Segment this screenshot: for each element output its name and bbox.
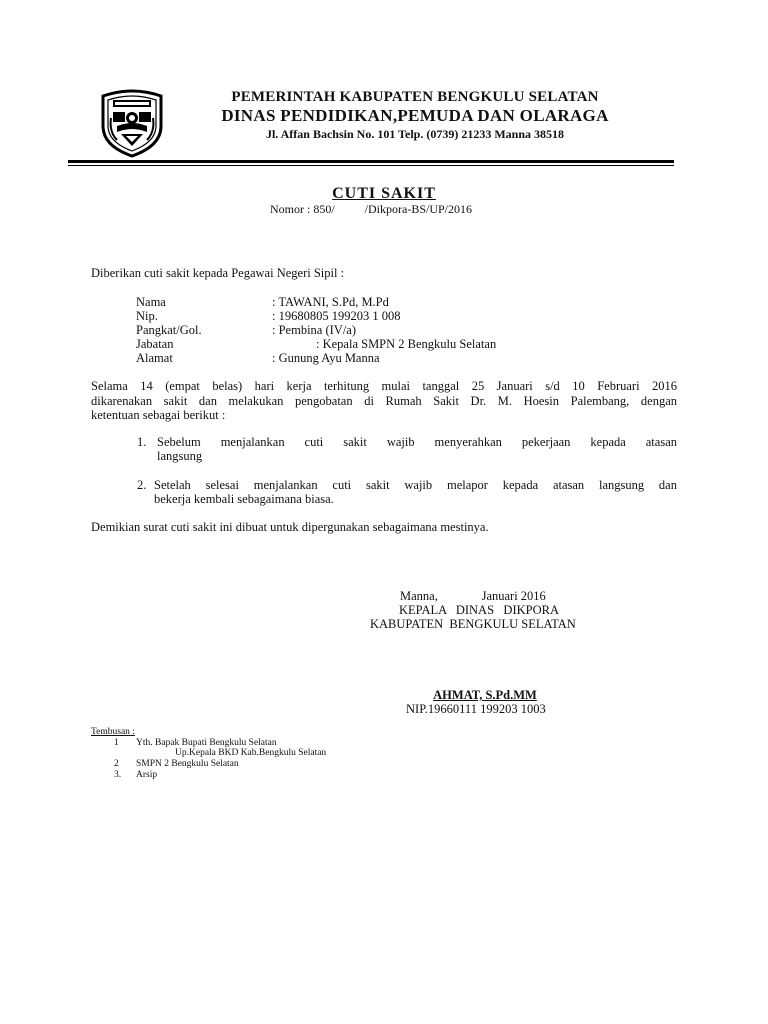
field-value-position: : Kepala SMPN 2 Bengkulu Selatan	[316, 337, 497, 351]
closing-text: Demikian surat cuti sakit ini dibuat untuk dipergunakan sebagaimana mestinya.	[91, 520, 489, 534]
letterhead-divider-thin	[68, 165, 674, 166]
paragraph-line-3: ketentuan sebagai berikut :	[91, 408, 226, 422]
item-2-line-2: bekerja kembali sebagaimana biasa.	[154, 492, 334, 506]
paragraph-line-1: Selama 14 (empat belas) hari kerja terhitung mulai tanggal 25 Januari s/d 10 Februari 2016	[91, 379, 677, 393]
letterhead	[170, 88, 660, 142]
letterhead-address: Jl. Affan Bachsin No. 101 Telp. (0739) 21233 Manna 38518	[265, 127, 565, 141]
tembusan-item-1: Yth. Bapak Bupati Bengkulu Selatan	[136, 738, 277, 748]
field-value-rank: : Pembina (IV/a)	[272, 323, 357, 337]
item-1-line-2: langsung	[157, 449, 203, 463]
signatory-name: AHMAT, S.Pd.MM	[433, 688, 537, 702]
letterhead-government: PEMERINTAH KABUPATEN BENGKULU SELATAN	[231, 89, 599, 105]
tembusan-item-1-sub: Up.Kepala BKD Kab.Bengkulu Selatan	[175, 748, 327, 758]
field-value-name: : TAWANI, S.Pd, M.Pd	[272, 295, 389, 309]
signatory-nip: NIP.19660111 199203 1003	[406, 702, 546, 716]
field-label-address: Alamat	[136, 351, 173, 365]
paragraph-line-2: dikarenakan sakit dan melakukan pengobatan di Rumah Sakit Dr. M. Hoesin Palembang, dengan	[91, 394, 677, 408]
tembusan-label: Tembusan :	[91, 727, 135, 737]
intro-text: Diberikan cuti sakit kepada Pegawai Negeri Sipil :	[91, 266, 345, 280]
field-label-position: Jabatan	[136, 337, 174, 351]
tembusan-item-2: SMPN 2 Bengkulu Selatan	[136, 759, 239, 769]
item-number: 2.	[137, 478, 147, 492]
letter-title: CUTI SAKIT	[332, 185, 436, 202]
letterhead-divider	[68, 160, 674, 163]
tembusan-number: 3.	[114, 770, 122, 780]
field-value-address: : Gunung Ayu Manna	[272, 351, 380, 365]
field-label-rank: Pangkat/Gol.	[136, 323, 202, 337]
regency-emblem-logo	[95, 88, 169, 158]
signature-position-2: KABUPATEN BENGKULU SELATAN	[370, 617, 576, 631]
tembusan-item-3: Arsip	[136, 770, 158, 780]
tembusan-number: 1	[114, 738, 119, 748]
item-number: 1.	[137, 435, 147, 449]
signature-place-date: Manna, Januari 2016	[400, 589, 546, 603]
letter-number: Nomor : 850/ /Dikpora-BS/UP/2016	[270, 202, 473, 216]
item-1-line-1: Sebelum menjalankan cuti sakit wajib menyerahkan pekerjaan kepada atasan	[157, 435, 677, 449]
field-label-nip: Nip.	[136, 309, 158, 323]
letterhead-office: DINAS PENDIDIKAN,PEMUDA DAN OLARAGA	[221, 106, 609, 125]
field-label-name: Nama	[136, 295, 166, 309]
item-2-line-1: Setelah selesai menjalankan cuti sakit wajib melapor kepada atasan langsung dan	[154, 478, 677, 492]
field-value-nip: : 19680805 199203 1 008	[272, 309, 401, 323]
signature-position-1: KEPALA DINAS DIKPORA	[399, 603, 559, 617]
tembusan-number: 2	[114, 759, 119, 769]
